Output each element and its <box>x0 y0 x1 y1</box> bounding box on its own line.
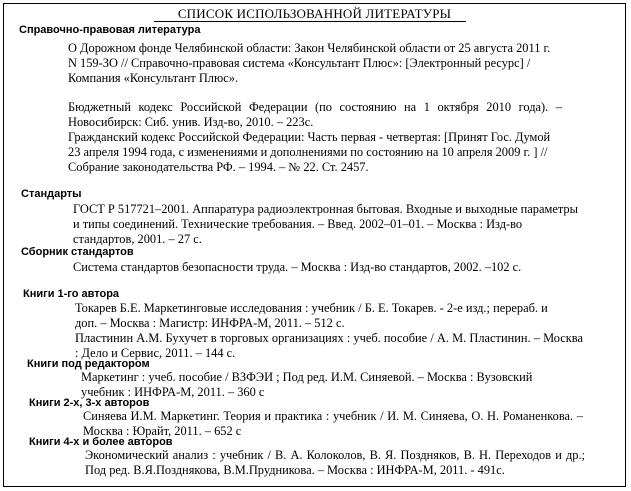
bib-entry: Экономический анализ : учебник / В. А. Колоколов, В. Я. Поздняков, В. Н. Переходов и др.; Под ред. В.Я.Позднякова, В.М.Прудникова. – Москва : ИНФРА-М, 2011. - 491с. <box>85 448 585 477</box>
section-heading-legal: Справочно-правовая литература <box>19 24 201 36</box>
section-heading-two-three: Книги 2-х, 3-х авторов <box>29 397 150 409</box>
section-heading-four-more: Книги 4-х и более авторов <box>29 436 173 448</box>
bib-entry: Гражданский кодекс Российской Федерации: Часть первая - четвертая: [Принят Гос. Думой 23 апреля 1994 года, с изменениями и дополнениями по состоянию на 10 апреля 2009 г. ] // Собрание законодательства РФ. – 1994. – № 22. Ст. 2457. <box>68 130 551 174</box>
section-heading-standards: Стандарты <box>21 188 82 200</box>
bib-entry: Бюджетный кодекс Российской Федерации (по состоянию на 1 октября 2010 года). – Новосибирск: Сиб. унив. Изд-во, 2010. – 223с. <box>68 100 562 129</box>
bib-entry: Синяева И.М. Маркетинг. Теория и практика : учебник / И. М. Синяева, О. Н. Романенкова. – Москва : Юрайт, 2011. – 652 с <box>83 409 583 438</box>
bibliography-page <box>3 3 626 487</box>
bib-entry: Маркетинг : учеб. пособие / ВЗФЭИ ; Под ред. И.М. Синяевой. – Москва : Вузовский учебник : ИНФРА-М, 2011. – 360 с <box>81 370 533 399</box>
section-heading-one-author: Книги 1-го автора <box>23 288 120 300</box>
page-title: СПИСОК ИСПОЛЬЗОВАННОЙ ЛИТЕРАТУРЫ <box>177 6 452 21</box>
bib-entry: Токарев Б.Е. Маркетинговые исследования : учебник / Б. Е. Токарев. - 2-е изд.; перераб. и доп. – Москва : Магистр: ИНФРА-М, 2011. – 512 с. <box>75 301 548 330</box>
bib-entry: Система стандартов безопасности труда. – Москва : Изд-во стандартов, 2002. –102 с. <box>73 260 522 274</box>
title-underline <box>154 21 466 22</box>
section-heading-edited: Книги под редактором <box>27 358 150 370</box>
section-heading-collections: Сборник стандартов <box>21 246 134 258</box>
bib-entry: О Дорожном фонде Челябинской области: Закон Челябинской области от 25 августа 2011 г. N 159-ЗО // Справочно-правовая система «Консультант Плюс»: [Электронный ресурс] / Компания «Консультант Плюс». <box>68 41 551 85</box>
bib-entry: ГОСТ Р 517721–2001. Аппаратура радиоэлектронная бытовая. Входные и выходные параметры и типы соединений. Технические требования. – Введ. 2002–01–01. – Москва : Изд-во стандартов, 2001. – 27 с. <box>73 202 578 246</box>
bib-entry: Пластинин А.М. Бухучет в торговых организациях : учеб. пособие / А. М. Пластинин. – Москва : Дело и Сервис, 2011. – 144 с. <box>75 331 583 360</box>
